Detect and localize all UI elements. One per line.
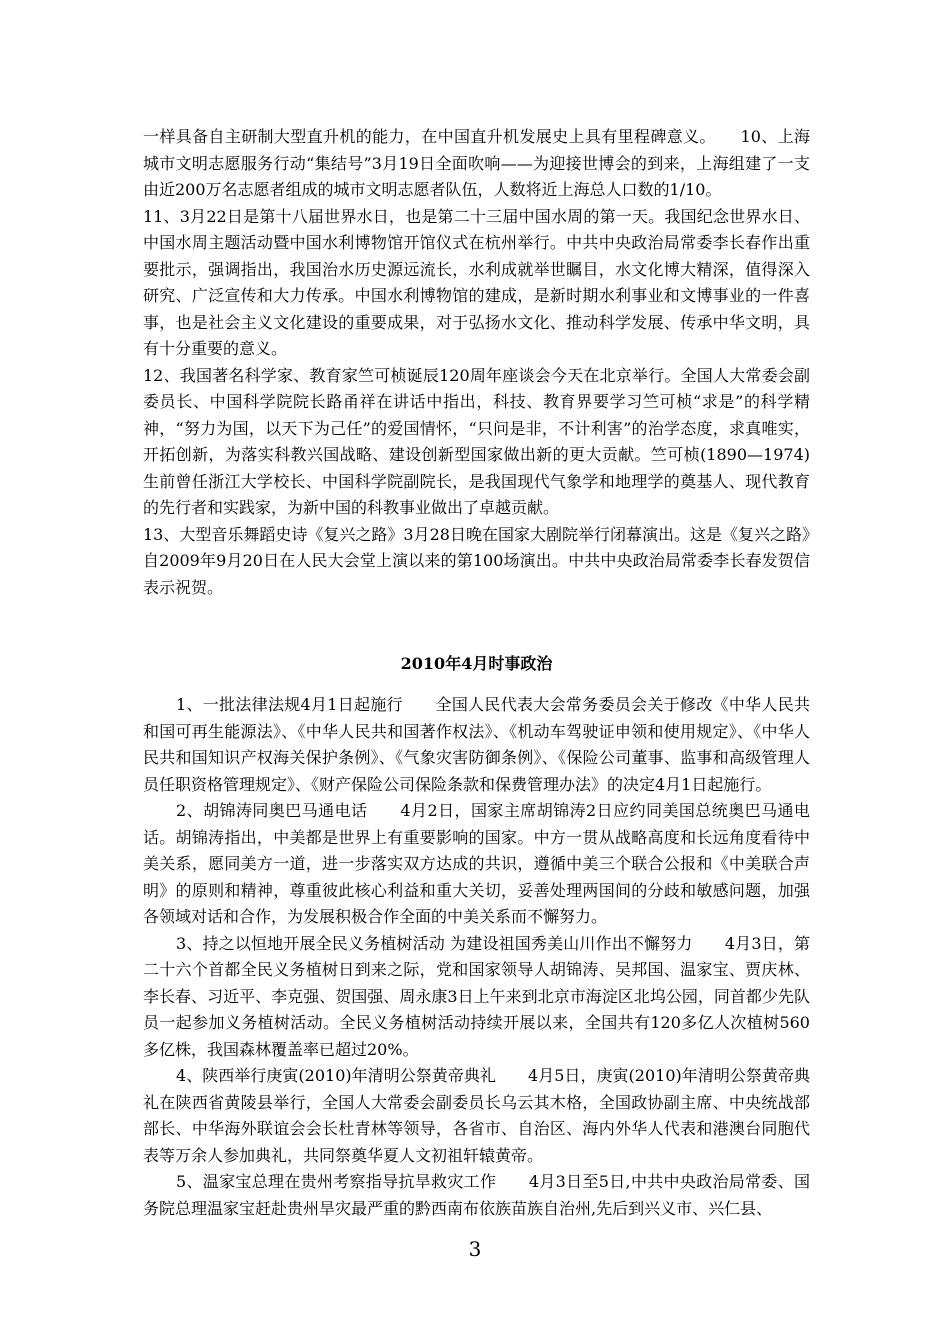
- april-item-3: 3、持之以恒地开展全民义务植树活动 为建设祖国秀美山川作出不懈努力 4月3日，第二十六个首都全民义务植树日到来之际，党和国家领导人胡锦涛、吴邦国、温家宝、贾庆林、李长春、习近平、李克强、贺国强、周永康3日上午来到北京市海淀区北坞公园，同首都少先队员一起参加义务植树活动。全民义务植树活动持续开展以来，全国共有120多亿人次植树560多亿株，我国森林覆盖率已超过20%。: [143, 933, 810, 1059]
- april-news-block: [143, 692, 810, 1222]
- paragraph-13: 13、大型音乐舞蹈史诗《复兴之路》3月28日晚在国家大剧院举行闭幕演出。这是《复兴之路》自2009年9月20日在人民大会堂上演以来的第100场演出。中共中央政治局常委李长春发贺信表示祝贺。: [143, 524, 810, 597]
- section-title: 2010年4月时事政治: [400, 654, 553, 673]
- paragraph-12: 12、我国著名科学家、教育家竺可桢诞辰120周年座谈会今天在北京举行。全国人大常委会副委员长、中国科学院院长路甬祥在讲话中指出，科技、教育界要学习竺可桢“求是”的科学精神，“努力为国，以天下为己任”的爱国情怀，“只问是非，不计利害”的治学态度，求真唯实，开拓创新，为落实科教兴国战略、建设创新型国家做出新的更大贡献。竺可桢(1890—1974)生前曾任浙江大学校长、中国科学院副院长，是我国现代气象学和地理学的奠基人、现代教育的先行者和实践家，为新中国的科教事业做出了卓越贡献。: [143, 365, 810, 517]
- april-item-4: 4、陕西举行庚寅(2010)年清明公祭黄帝典礼 4月5日，庚寅(2010)年清明公祭黄帝典礼在陕西省黄陵县举行，全国人大常委会副委员长乌云其木格，全国政协副主席、中央统战部部长、中华海外联谊会会长杜青林等领导，各省市、自治区、海内外华人代表和港澳台同胞代表等万余人参加典礼，共同祭奠华夏人文初祖轩辕黄帝。: [143, 1066, 810, 1165]
- paragraph-11: 11、3月22日是第十八届世界水日，也是第二十三届中国水周的第一天。我国纪念世界水日、中国水周主题活动暨中国水利博物馆开馆仪式在杭州举行。中共中央政治局常委李长春作出重要批示，强调指出，我国治水历史源远流长，水利成就举世瞩目，水文化博大精深，值得深入研究、广泛宣传和大力传承。中国水利博物馆的建成，是新时期水利事业和文博事业的一件喜事，也是社会主义文化建设的重要成果，对于弘扬水文化、推动科学发展、传承中华文明，具有十分重要的意义。: [143, 206, 810, 358]
- april-item-2: 2、胡锦涛同奥巴马通电话 4月2日，国家主席胡锦涛2日应约同美国总统奥巴马通电话。胡锦涛指出，中美都是世界上有重要影响的国家。中方一贯从战略高度和长远角度看待中美关系，愿同美方一道，进一步落实双方达成的共识，遵循中美三个联合公报和《中美联合声明》的原则和精神，尊重彼此核心利益和重大关切，妥善处理两国间的分歧和敏感问题，加强各领域对话和合作，为发展积极合作全面的中美关系而不懈努力。: [143, 801, 810, 926]
- top-text-block: [143, 124, 810, 601]
- paragraph-10: 一样具备自主研制大型直升机的能力，在中国直升机发展史上具有里程碑意义。 10、上海城市文明志愿服务行动“集结号”3月19日全面吹响——为迎接世博会的到来，上海组建了一支由近200万名志愿者组成的城市文明志愿者队伍，人数将近上海总人口数的1/10。: [143, 127, 810, 199]
- april-item-1: 1、一批法律法规4月1日起施行 全国人民代表大会常务委员会关于修改《中华人民共和国可再生能源法》、《中华人民共和国著作权法》、《机动车驾驶证申领和使用规定》、《中华人民共和国知识产权海关保护条例》、《气象灾害防御条例》、《保险公司董事、监事和高级管理人员任职资格管理规定》、《财产保险公司保险条款和保费管理办法》的决定4月1日起施行。: [143, 695, 810, 794]
- page-number: 3: [468, 1237, 482, 1261]
- april-item-5: 5、温家宝总理在贵州考察指导抗旱救灾工作 4月3日至5日,中共中央政治局常委、国务院总理温家宝赶赴贵州旱灾最严重的黔西南布依族苗族自治州,先后到兴义市、兴仁县、: [143, 1172, 810, 1218]
